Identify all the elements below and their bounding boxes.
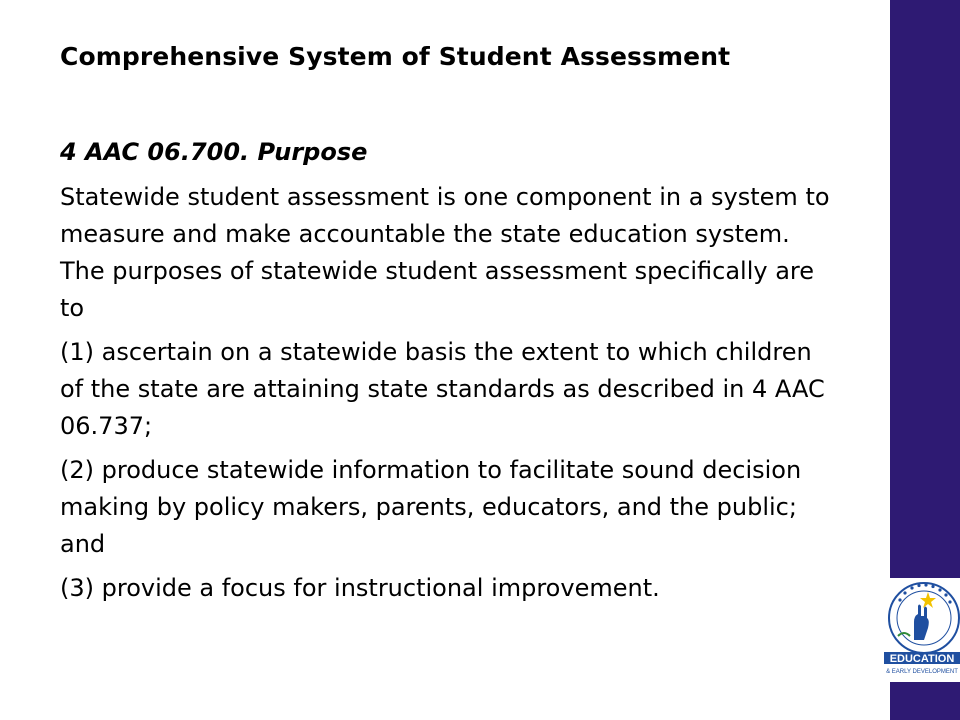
intro-paragraph: Statewide student assessment is one component in a system to measure and make accountable the state education system. The purposes of statewide student assessment specifically are to bbox=[60, 183, 830, 322]
section-heading: 4 AAC 06.700. Purpose bbox=[60, 138, 368, 166]
department-logo bbox=[884, 578, 960, 682]
slide-title: Comprehensive System of Student Assessment bbox=[60, 42, 731, 71]
slide-body bbox=[60, 134, 840, 614]
purpose-item-3: (3) provide a focus for instructional improvement. bbox=[60, 574, 660, 602]
logo-tagline: & EARLY DEVELOPMENT bbox=[886, 669, 958, 675]
purpose-item-1: (1) ascertain on a statewide basis the extent to which children of the state are attaining state standards as described in 4 AAC 06.737; bbox=[60, 338, 825, 440]
purpose-item-2: (2) produce statewide information to facilitate sound decision making by policy makers, parents, educators, and the public; and bbox=[60, 456, 802, 558]
department-seal-icon bbox=[884, 578, 960, 682]
logo-name: EDUCATION bbox=[889, 653, 955, 665]
